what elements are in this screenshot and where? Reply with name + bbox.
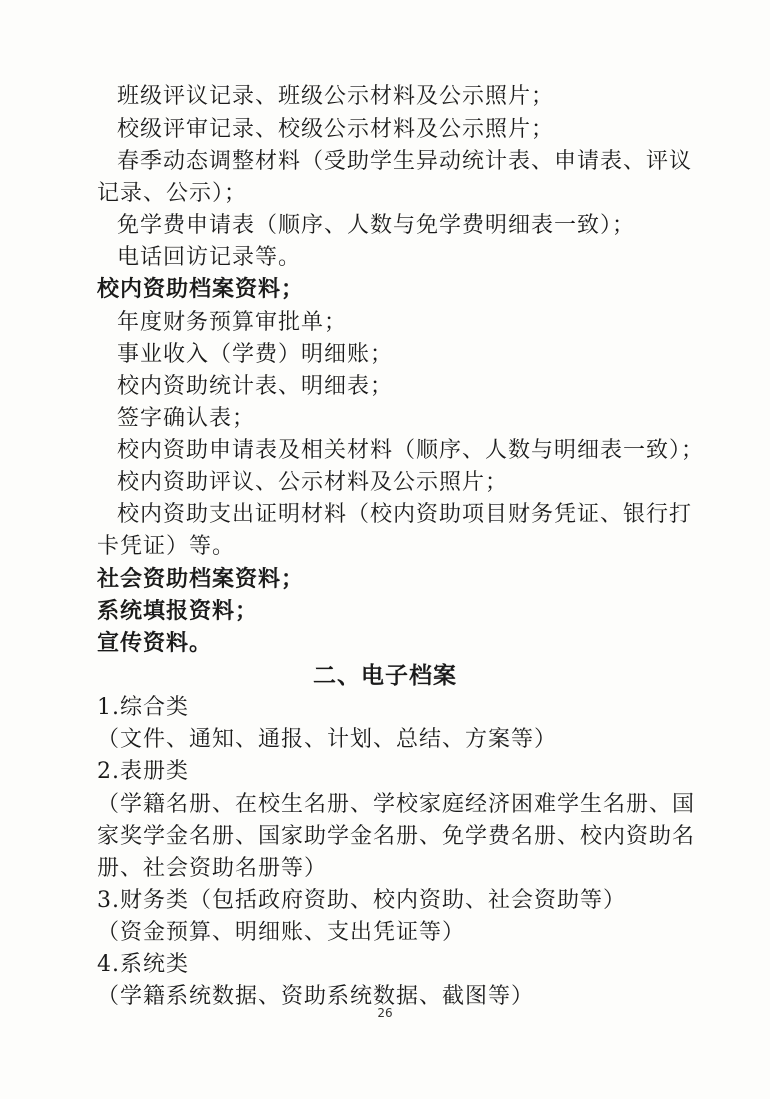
category-detail: 家奖学金名册、国家助学金名册、免学费名册、校内资助名 xyxy=(97,824,696,849)
text-line: 卡凭证）等。 xyxy=(97,534,236,559)
text-line: 校级评审记录、校级公示材料及公示照片； xyxy=(117,117,555,142)
category-detail: （学籍名册、在校生名册、学校家庭经济困难学生名册、国 xyxy=(97,792,696,817)
category-label: 4.系统类 xyxy=(97,952,189,977)
text-line: 记录、公示）； xyxy=(97,181,248,206)
section-title: 二、电子档案 xyxy=(313,663,457,689)
text-line: 免学费申请表（顺序、人数与免学费明细表一致）； xyxy=(117,213,636,238)
text-line: 校内资助申请表及相关材料（顺序、人数与明细表一致）； xyxy=(117,438,705,463)
text-line: 春季动态调整材料（受助学生异动统计表、申请表、评议 xyxy=(117,149,693,174)
subheading-system-filing: 系统填报资料； xyxy=(97,599,259,624)
subheading-social-aid: 社会资助档案资料； xyxy=(97,567,305,592)
category-label: 1.综合类 xyxy=(97,695,189,720)
text-line: 年度财务预算审批单； xyxy=(117,310,348,335)
category-detail: （学籍系统数据、资助系统数据、截图等） xyxy=(97,984,535,1009)
text-line: 班级评议记录、班级公示材料及公示照片； xyxy=(117,84,555,109)
text-line: 事业收入（学费）明细账； xyxy=(117,342,394,367)
category-label: 3.财务类（包括政府资助、校内资助、社会资助等） xyxy=(97,888,626,913)
category-label: 2.表册类 xyxy=(97,759,189,784)
text-line: 校内资助评议、公示材料及公示照片； xyxy=(117,470,509,495)
category-detail: 册、社会资助名册等） xyxy=(97,856,328,881)
subheading-publicity: 宣传资料。 xyxy=(97,631,213,656)
text-line: 签字确认表； xyxy=(117,406,256,431)
text-line: 校内资助统计表、明细表； xyxy=(117,374,394,399)
text-line: 校内资助支出证明材料（校内资助项目财务凭证、银行打 xyxy=(117,502,693,527)
text-line: 电话回访记录等。 xyxy=(117,245,302,270)
page-number: 26 xyxy=(377,1006,393,1020)
subheading-campus-aid: 校内资助档案资料； xyxy=(97,277,305,302)
category-detail: （资金预算、明细账、支出凭证等） xyxy=(97,920,466,945)
category-detail: （文件、通知、通报、计划、总结、方案等） xyxy=(97,727,558,752)
